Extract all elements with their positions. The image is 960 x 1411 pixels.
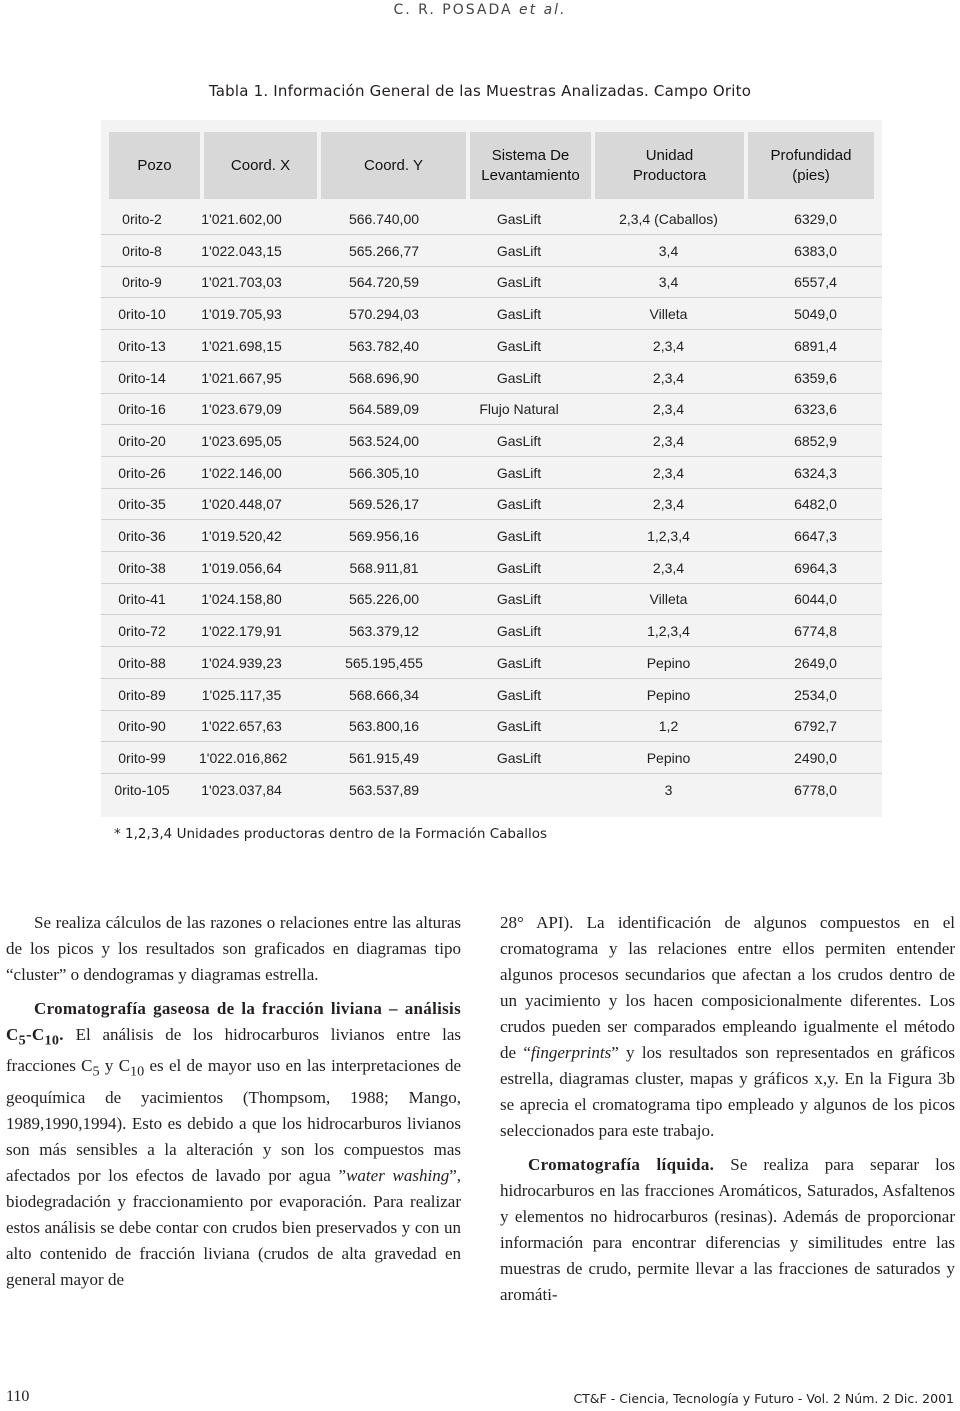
running-head-authors: C. R. POSADA xyxy=(393,2,513,18)
paragraph-razones: Se realiza cálculos de las razones o relaciones entre las alturas de los picos y los resultados son graficados en diagramas tipo “cluster” o dendogramas y diagramas estrella. xyxy=(6,913,461,984)
table-cell: 0rito-16 xyxy=(118,401,166,418)
table-row xyxy=(101,711,882,742)
table-cell: 1'021.602,00 xyxy=(201,211,282,227)
table-cell: 0rito-105 xyxy=(114,781,170,798)
table-cell: GasLift xyxy=(496,432,542,449)
table-cell: 568.696,90 xyxy=(348,369,420,386)
table-cell: 2,3,4 (Caballos) xyxy=(619,211,718,227)
table-cell: 6964,3 xyxy=(794,559,837,576)
paragraph-cromatografia-liquida: Cromatografía líquida. Se realiza para separar los hidrocarburos en las fracciones Aromáticos, Saturados, Asfaltenos y elementos no hidrocarburos (resinas). Además de proporcionar información para encontrar diferencias y similitudes entre las muestras de crudo, permite llevar a las fracciones de saturados y aromáti- xyxy=(500,1155,955,1304)
table-cell: GasLift xyxy=(496,591,542,608)
header-profundidad: Profundidad (pies) xyxy=(748,132,874,199)
table-row xyxy=(101,458,882,489)
journal-footer: CT&F - Ciencia, Tecnología y Futuro - Vol. 2 Núm. 2 Dic. 2001 xyxy=(573,1391,954,1406)
table-cell: 6359,6 xyxy=(794,369,837,386)
table-cell: 6647,3 xyxy=(794,528,837,544)
table-row xyxy=(101,331,882,362)
table-cell: 6778,0 xyxy=(794,781,837,798)
table-cell: 1'023.679,09 xyxy=(201,401,282,418)
table-cell: 6482,0 xyxy=(794,496,837,513)
table-row xyxy=(101,775,882,806)
table-cell: GasLift xyxy=(496,528,542,544)
table-cell: 6383,0 xyxy=(794,242,837,259)
header-unidad: Unidad Productora xyxy=(595,132,744,199)
table-caption: Tabla 1. Información General de las Muestras Analizadas. Campo Orito xyxy=(208,82,752,100)
table-cell: 3 xyxy=(664,781,673,798)
table-cell: 1'021.667,95 xyxy=(201,369,282,386)
table-cell: 6557,4 xyxy=(794,274,837,291)
table-cell: 564.720,59 xyxy=(348,274,420,291)
table-cell: 2,3,4 xyxy=(652,464,685,481)
table-cell: 0rito-38 xyxy=(118,559,166,576)
header-pozo: Pozo xyxy=(109,132,200,199)
table-cell: 0rito-41 xyxy=(118,591,166,608)
table-cell: 568.666,34 xyxy=(348,686,420,703)
table-cell: 2,3,4 xyxy=(652,432,685,449)
table-cell: 0rito-14 xyxy=(118,369,166,386)
table-cell: 2,3,4 xyxy=(652,337,685,354)
table-cell: 1'021.698,15 xyxy=(201,337,282,354)
table-cell: GasLift xyxy=(496,337,542,354)
table-cell: 3,4 xyxy=(658,274,679,291)
table-cell: 6329,0 xyxy=(794,211,837,227)
table-cell: 6323,6 xyxy=(794,401,837,418)
table-row xyxy=(101,584,882,615)
table-cell: 563.782,40 xyxy=(348,337,420,354)
table-footnote: * 1,2,3,4 Unidades productoras dentro de la Formación Caballos xyxy=(114,826,548,842)
table-cell xyxy=(471,775,567,806)
table-cell: GasLift xyxy=(496,211,542,227)
table-row xyxy=(101,743,882,774)
table-cell: 1'021.703,03 xyxy=(201,274,282,291)
table-cell: 6324,3 xyxy=(794,464,837,481)
table-cell: 5049,0 xyxy=(794,306,837,323)
table-row xyxy=(101,521,882,552)
table-cell: 1'022.146,00 xyxy=(201,464,282,481)
table-row xyxy=(101,553,882,584)
table-cell: 561.915,49 xyxy=(348,749,420,766)
table-cell: 1'022.657,63 xyxy=(201,718,282,735)
table-cell: Flujo Natural xyxy=(479,401,559,418)
table-cell: 0rito-20 xyxy=(118,432,166,449)
table-cell: 1'024.939,23 xyxy=(201,654,282,671)
table-cell: 0rito-72 xyxy=(118,623,166,640)
table-cell: 2,3,4 xyxy=(652,496,685,513)
table-cell: 563.379,12 xyxy=(348,623,420,640)
table-row xyxy=(101,204,882,235)
table-cell: 565.266,77 xyxy=(348,242,420,259)
table-cell: 2,3,4 xyxy=(652,369,685,386)
table-cell: 1'022.016,862 xyxy=(199,749,288,766)
running-head xyxy=(0,0,960,20)
right-column xyxy=(500,910,955,1308)
table-cell: 1'022.179,91 xyxy=(201,623,282,640)
table-row xyxy=(101,299,882,330)
header-coord-y: Coord. Y xyxy=(321,132,466,199)
table-cell: GasLift xyxy=(496,242,542,259)
table-cell: 565.195,455 xyxy=(345,654,423,671)
paragraph-cromatografia-gaseosa: Cromatografía gaseosa de la fracción liviana – análisis $C_5-C_{10}$. El análisis de los hidrocarburos livianos entre las fracciones $C_5$ y $C_{10}$ es el de mayor uso en las interpretaciones de geoquímica de yacimientos (Thompsom, 1988; Mango, 1989,1990,1994). Esto es debido a que los hidrocarburos livianos son más sensibles a la alteración y son los compuestos mas afectados por los efectos de lavado por agua ”water washing”, biodegradación y fraccionamiento por evaporación. Para realizar estos análisis se debe contar con crudos bien preservados y con un alto contenido de fracción liviana (crudos de alta gravedad en general mayor de xyxy=(6,999,461,1289)
table-cell: Villeta xyxy=(649,591,688,608)
table-cell: 6044,0 xyxy=(794,591,837,608)
table-cell: Villeta xyxy=(649,306,688,323)
table-row xyxy=(101,648,882,679)
table-cell: 1'020.448,07 xyxy=(201,496,282,513)
table-cell: 2,3,4 xyxy=(652,401,685,418)
table-cell: GasLift xyxy=(496,496,542,513)
table-cell: 1'019.705,93 xyxy=(201,306,282,323)
table-cell: Pepino xyxy=(646,654,691,671)
table-row xyxy=(101,426,882,457)
data-table xyxy=(101,120,882,817)
table-cell: 569.956,16 xyxy=(348,528,420,544)
table-cell: 568.911,81 xyxy=(349,559,419,576)
running-head-etal: et al. xyxy=(519,2,567,18)
table-cell: GasLift xyxy=(496,306,542,323)
table-cell: 570.294,03 xyxy=(348,306,420,323)
table-cell: 6792,7 xyxy=(794,718,837,735)
table-cell: 565.226,00 xyxy=(348,591,420,608)
left-column xyxy=(6,910,461,1293)
table-row xyxy=(101,267,882,298)
table-cell: 0rito-88 xyxy=(118,654,166,671)
table-cell: Pepino xyxy=(646,686,691,703)
table-cell: 0rito-9 xyxy=(122,274,162,291)
table-cell: 6852,9 xyxy=(794,432,837,449)
table-cell: 1'019.056,64 xyxy=(201,559,282,576)
table-cell: 0rito-10 xyxy=(118,306,166,323)
table-cell: 0rito-99 xyxy=(118,749,166,766)
table-cell: 2649,0 xyxy=(794,654,837,671)
table-cell: 1'025.117,35 xyxy=(201,686,282,703)
table-cell: 0rito-89 xyxy=(118,686,166,703)
table-cell: 566.740,00 xyxy=(348,211,420,227)
table-cell: 563.800,16 xyxy=(348,718,420,735)
table-cell: 1'023.695,05 xyxy=(201,432,282,449)
table-cell: 0rito-90 xyxy=(118,718,166,735)
table-cell: GasLift xyxy=(496,464,542,481)
table-cell: 1'019.520,42 xyxy=(201,528,282,544)
table-cell: GasLift xyxy=(496,718,542,735)
table-cell: GasLift xyxy=(496,654,542,671)
table-row xyxy=(101,680,882,711)
table-cell: 0rito-13 xyxy=(118,337,166,354)
table-row xyxy=(101,616,882,647)
table-cell: 0rito-8 xyxy=(122,242,162,259)
header-sistema: Sistema De Levantamiento xyxy=(470,132,591,199)
table-cell: 1,2 xyxy=(658,718,679,735)
table-cell: 566.305,10 xyxy=(348,464,420,481)
section-title-liquida: Cromatografía líquida. xyxy=(528,1155,715,1174)
table-cell: Pepino xyxy=(646,749,691,766)
table-cell: 1,2,3,4 xyxy=(647,528,690,544)
table-cell: GasLift xyxy=(496,559,542,576)
table-cell: 1'024.158,80 xyxy=(201,591,282,608)
table-cell: GasLift xyxy=(496,623,542,640)
table-cell: 3,4 xyxy=(658,242,679,259)
header-coord-x: Coord. X xyxy=(204,132,317,199)
table-cell: 0rito-35 xyxy=(118,496,166,513)
table-row xyxy=(101,489,882,520)
table-cell: 563.524,00 xyxy=(348,432,420,449)
table-cell: 1,2,3,4 xyxy=(647,623,690,640)
table-cell: 1'022.043,15 xyxy=(201,242,282,259)
table-cell: 0rito-26 xyxy=(118,464,166,481)
table-cell: 6891,4 xyxy=(794,337,837,354)
table-cell: 0rito-36 xyxy=(118,528,166,544)
table-cell: 0rito-2 xyxy=(122,211,162,227)
paragraph-api: 28° API). La identificación de algunos compuestos en el cromatograma y las relaciones entre ellos permiten entender algunos procesos secundarios que afectan a los crudos dentro de un yacimiento y los hacen composicionalmente diferentes. Los crudos pueden ser comparados empleando igualmente el método de “fingerprints” y los resultados son representados en gráficos estrella, diagramas cluster, mapas y gráficos x,y. En la Figura 3b se aprecia el cromatograma tipo empleado y algunos de los picos seleccionados para este trabajo. xyxy=(500,913,956,1140)
table-cell: GasLift xyxy=(496,686,542,703)
table-cell: 6774,8 xyxy=(794,623,837,640)
table-row xyxy=(101,363,882,394)
section-title-gaseosa: Cromatografía gaseosa de la fracción liviana – análisis $C_5-C_{10}$. xyxy=(6,999,461,1049)
table-cell: GasLift xyxy=(496,749,542,766)
table-cell: 2534,0 xyxy=(794,686,837,703)
table-cell: 564.589,09 xyxy=(348,401,420,418)
table-cell: 2,3,4 xyxy=(652,559,685,576)
page-number: 110 xyxy=(6,1388,30,1405)
table-cell: GasLift xyxy=(496,369,542,386)
table-cell: 563.537,89 xyxy=(348,781,420,798)
table-cell: GasLift xyxy=(496,274,542,291)
table-cell: 1'023.037,84 xyxy=(201,781,282,798)
table-cell: 2490,0 xyxy=(794,749,837,766)
table-cell: 569.526,17 xyxy=(348,496,420,513)
table-row xyxy=(101,394,882,425)
table-row xyxy=(101,236,882,267)
